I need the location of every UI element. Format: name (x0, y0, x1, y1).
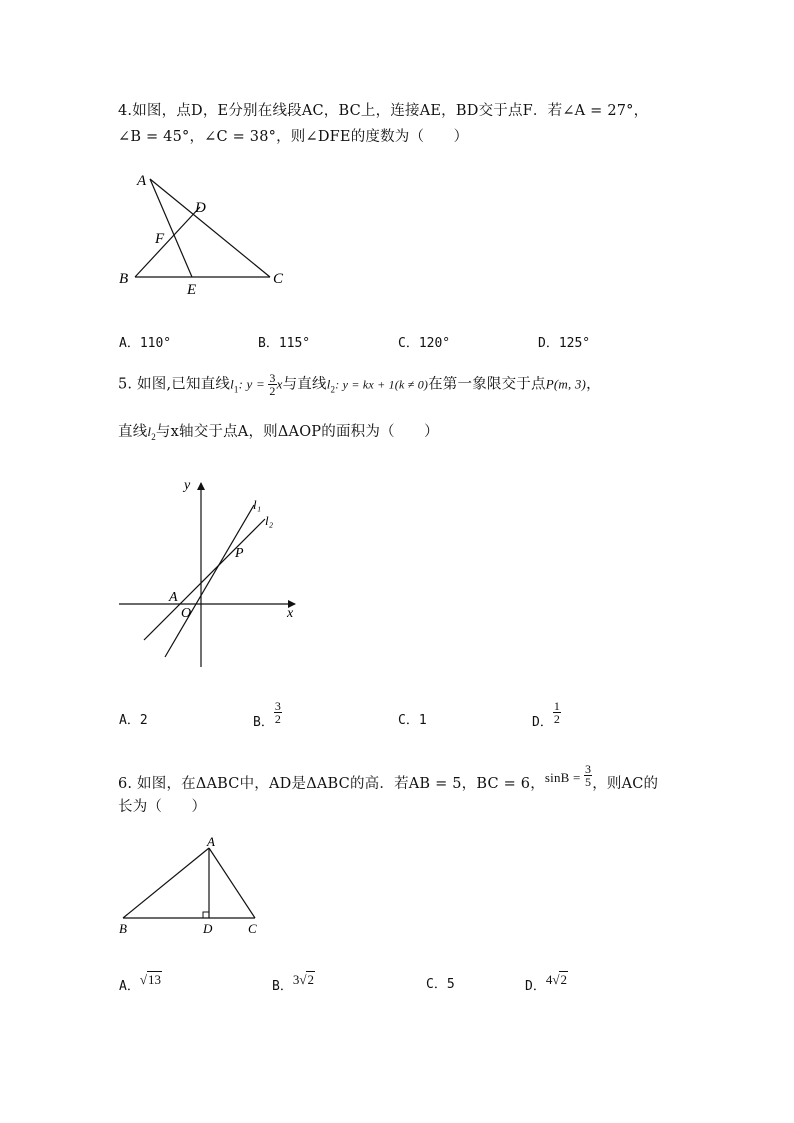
q6-right-angle-mark (203, 912, 209, 918)
q5-option-a[interactable]: A．2 (119, 713, 148, 728)
q6-label-c: C (248, 921, 257, 936)
q5-end1: ， (586, 376, 601, 393)
q5-label-p: P (235, 546, 244, 561)
q5-label-o: O (181, 606, 192, 621)
q5-point: P(m, 3) (545, 376, 587, 392)
q5-line2-b: 与x轴交于点A，则ΔAOP的面积为（ ） (155, 424, 439, 440)
q4-option-a[interactable]: A．110° (119, 336, 172, 351)
q6-label-a: A (207, 835, 215, 849)
q6-segment-ab (123, 848, 209, 918)
q4-option-d[interactable]: D．125° (538, 336, 591, 351)
q5-mid: 与直线 (282, 376, 327, 393)
q6-sin-label: sinB = (544, 770, 584, 785)
q6-label-b: B (119, 921, 127, 936)
q5-line-l2 (144, 519, 265, 640)
q5-after: 在第一象限交于点 (428, 376, 546, 393)
q5-line-l1 (165, 505, 254, 657)
q6-option-d[interactable] (525, 972, 568, 994)
q6-option-b-sqrt: √2 (299, 972, 314, 987)
q4-label-c: C (273, 271, 284, 287)
q6-label-d: D (203, 921, 213, 936)
q5-option-c[interactable]: C．1 (398, 713, 427, 728)
q6-text-a: 6. 如图，在ΔABC中，AD是ΔABC的高．若AB = 5，BC = 6， (118, 776, 545, 792)
q6-option-a-sqrt: √13 (139, 972, 161, 987)
q4-option-c[interactable]: C．120° (398, 336, 451, 351)
q5-coordinate-figure (115, 475, 305, 675)
q4-text-line1: 4.如图，点D，E分别在线段AC，BC上，连接AE，BD交于点F．若∠A = 27°， (118, 103, 649, 119)
q4-text-line2: ∠B = 45°，∠C = 38°，则∠DFE的度数为（ ） (118, 129, 469, 145)
q5-option-d-fraction: $\frac{1}{2}$ (553, 699, 560, 726)
q6-option-d-coef: 4 (545, 972, 553, 987)
q5-l2-eq: : y = kx + 1(k ≠ 0) (335, 377, 429, 392)
q5-prefix: 5. 如图,已知直线 (118, 376, 231, 393)
q5-line2-l: l (147, 424, 152, 439)
q5-l1-eq: : y = (238, 376, 269, 392)
q6-segment-ac (209, 848, 255, 918)
q5-l2-sub: 2 (330, 384, 336, 395)
q5-text-line2 (118, 420, 439, 442)
q5-label-a: A (169, 590, 178, 605)
q4-label-a: A (137, 173, 147, 189)
q4-segment-ae (150, 179, 192, 277)
q6-text-line1 (118, 763, 658, 793)
q5-option-d-prefix: D． (532, 715, 553, 730)
q4-segment-bd (135, 207, 200, 277)
q5-l2-name: l (326, 376, 331, 392)
q5-option-b-fraction: $\frac{3}{2}$ (274, 699, 281, 726)
q5-label-x: x (287, 606, 294, 621)
q6-option-a[interactable] (119, 972, 162, 994)
q5-l1-name: l (230, 376, 234, 392)
q6-sin-fraction: $\frac{3}{5}$ (584, 762, 592, 789)
q4-segment-ac (150, 179, 270, 277)
q5-option-b-prefix: B． (253, 715, 274, 730)
q5-l1-x: x (276, 376, 283, 392)
q5-l1-sub: 1 (233, 384, 239, 395)
q6-text-line2: 长为（ ） (118, 799, 207, 815)
q5-label-y: y (184, 478, 191, 493)
q5-line2-a: 直线 (118, 424, 148, 440)
q5-option-d[interactable] (532, 700, 561, 730)
q5-label-l2: l₂ (265, 513, 274, 528)
q5-option-b[interactable] (253, 700, 282, 730)
q4-option-b[interactable]: B．115° (258, 336, 311, 351)
q4-label-d: D (195, 200, 206, 216)
q4-triangle-figure (110, 165, 310, 300)
q5-label-l1: l₁ (253, 497, 262, 512)
q6-option-d-prefix: D． (525, 979, 546, 994)
q5-text-line1 (118, 372, 601, 397)
q5-l1-fraction: $\frac{3}{2}$ (269, 371, 276, 398)
q4-label-f: F (155, 231, 165, 247)
q6-text-b: ，则AC的 (592, 776, 659, 792)
q6-option-c[interactable]: C．5 (426, 977, 455, 992)
q6-option-b-coef: 3 (292, 972, 300, 987)
q6-option-a-prefix: A． (119, 979, 140, 994)
q6-option-b[interactable] (272, 972, 315, 994)
q6-option-b-prefix: B． (272, 979, 293, 994)
q6-option-d-sqrt: √2 (552, 972, 567, 987)
q4-label-e: E (187, 282, 197, 298)
q6-triangle-figure (110, 835, 280, 940)
q5-line2-sub: 2 (151, 431, 156, 442)
q4-label-b: B (119, 271, 129, 287)
